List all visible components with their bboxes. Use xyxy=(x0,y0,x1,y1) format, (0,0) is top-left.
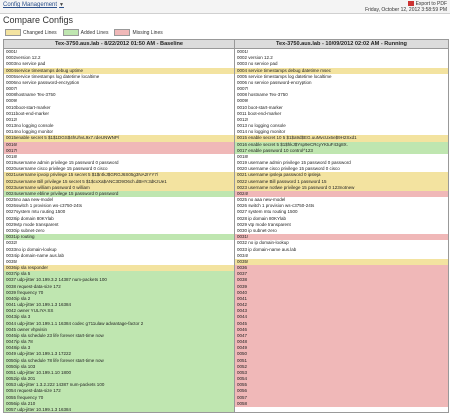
baseline-config-line: 0043ip sla 3 xyxy=(4,314,234,320)
running-config-line: 0036 xyxy=(235,265,448,271)
baseline-config-line: 0030ip subnet-zero xyxy=(4,228,234,234)
chevron-down-icon[interactable]: ▼ xyxy=(59,2,64,8)
running-config-line: 0058 xyxy=(235,401,448,407)
legend-label-missing: Missing Lines xyxy=(132,29,163,36)
running-config-line: 0018! xyxy=(235,154,448,160)
running-config-line: 0054 xyxy=(235,376,448,382)
baseline-config-line: 0008hostname Tex-3750 xyxy=(4,92,234,98)
config-compare-grid xyxy=(3,39,449,413)
baseline-config-line: 0007! xyxy=(4,86,234,92)
baseline-config-line: 0045 owner vhpvisin xyxy=(4,327,234,333)
baseline-config-line: 0021username ipvoip privilege 15 secret 5 $1$r4kJ$GRGJ6S05g3NA2IYY7/ xyxy=(4,172,234,178)
baseline-config-line: 0039 frequency 70 xyxy=(4,290,234,296)
running-config-line: 0034! xyxy=(235,253,448,259)
running-config-line: 0006 no service password-encryption xyxy=(235,80,448,86)
baseline-config-line: 0023username william password 0 william xyxy=(4,185,234,191)
baseline-config-line: 0012! xyxy=(4,117,234,123)
baseline-config-line: 0017! xyxy=(4,148,234,154)
running-config-line: 0056 xyxy=(235,388,448,394)
running-config-line: 0043 xyxy=(235,308,448,314)
running-config-line: 0016 enable secret 5 $1$hkJ$Ysp9eCRcyYKtuF43g8X. xyxy=(235,142,448,148)
running-config-line: 0028 ip domain 80KYlab xyxy=(235,216,448,222)
running-config-line: 0020 username cisco privilege 15 password 0 cisco xyxy=(235,166,448,172)
running-config-line: 0026 switch 1 provision ws-c3750-24ts xyxy=(235,203,448,209)
running-config-line: 0002 version 12.2 xyxy=(235,55,448,61)
running-config-line: 0003 no service pad xyxy=(235,61,448,67)
running-config-line: 0012! xyxy=(235,117,448,123)
legend-swatch-changed xyxy=(5,29,21,36)
baseline-config-line: 0004service timestamps debug uptime xyxy=(4,68,234,74)
running-config-line: 0044 xyxy=(235,314,448,320)
legend xyxy=(5,29,163,36)
baseline-config-line: 0035! xyxy=(4,259,234,265)
running-config-line: 0005 service timestamps log datetime localtime xyxy=(235,74,448,80)
running-config-line: 0037 xyxy=(235,271,448,277)
export-area xyxy=(365,1,447,13)
baseline-config-line: 0029vtp mode transparent xyxy=(4,222,234,228)
baseline-config-line: 0041 udp-jitter 10.199.1.3 16384 xyxy=(4,302,234,308)
baseline-config-line: 0037ip sla 5 xyxy=(4,271,234,277)
running-config-line: 0041 xyxy=(235,296,448,302)
baseline-config-line: 0014no logging monitor xyxy=(4,129,234,135)
legend-label-changed: Changed Lines xyxy=(23,29,57,36)
baseline-config-line: 0049 udp-jitter 10.199.1.3 17222 xyxy=(4,351,234,357)
export-pdf-label[interactable]: Export to PDF xyxy=(415,1,447,7)
baseline-config-line: 0057 udp-jitter 10.199.1.3 16384 xyxy=(4,407,234,413)
baseline-config-line: 0009! xyxy=(4,98,234,104)
legend-swatch-missing xyxy=(114,29,130,36)
baseline-config-line: 0055 frequency 70 xyxy=(4,395,234,401)
baseline-config-line: 0001! xyxy=(4,49,234,55)
running-config-line: 0010 boot-start-marker xyxy=(235,105,448,111)
running-config-line: 0039 xyxy=(235,284,448,290)
running-config-line: 0004 service timestamps debug datetime msec xyxy=(235,68,448,74)
page-title: Compare Configs xyxy=(3,15,74,25)
baseline-config-line: 0019username admin privilege 15 password 0 password xyxy=(4,160,234,166)
running-config-line: 0009! xyxy=(235,98,448,104)
baseline-column-header: Tex-3750.aus.lab - 8/22/2012 01:50 AM - Baseline xyxy=(4,40,234,49)
running-config-line: 0051 xyxy=(235,358,448,364)
baseline-config-line: 0024username ebline privilege 15 password 0 password xyxy=(4,191,234,197)
baseline-config-line: 0015enable secret 5 $1$1DGS$4hUhvL9x7.rdeUNWNP/ xyxy=(4,135,234,141)
running-config-line: 0021 username ipsleja password 0 ipsleja xyxy=(235,172,448,178)
baseline-config-line: 0054 request-data-size 172 xyxy=(4,388,234,394)
top-bar xyxy=(0,0,450,14)
running-config-line: 0019 username admin privilege 15 password 0 password xyxy=(235,160,448,166)
breadcrumb-label[interactable]: Config Management xyxy=(3,2,58,8)
baseline-config-line: 0027system mtu routing 1500 xyxy=(4,209,234,215)
legend-item-missing xyxy=(114,29,162,36)
baseline-config-line: 0050ip sla schedule 78 life forever start-time now xyxy=(4,358,234,364)
baseline-config-line: 0044 udp-jitter 10.199.1.1 16384 codec g711ulaw advantage-factor 2 xyxy=(4,321,234,327)
running-config-line: 0008 hostname Tex-3750 xyxy=(235,92,448,98)
legend-swatch-added xyxy=(63,29,79,36)
baseline-config-line: 0033no ip domain-lookup xyxy=(4,247,234,253)
running-config-line: 0015 enable secret 10 5 $1$a9d$EG.uuMvcUx6e$9H2Sxd1 xyxy=(235,135,448,141)
running-config-line: 0045 xyxy=(235,321,448,327)
baseline-config-line: 0051 udp-jitter 10.199.1.10 1800 xyxy=(4,370,234,376)
baseline-config-line: 0036ip sla responder xyxy=(4,265,234,271)
baseline-config-line: 0052ip sla 201 xyxy=(4,376,234,382)
baseline-config-line: 0042 owner YULIYA SS xyxy=(4,308,234,314)
running-column-header: Tex-3750.aus.lab - 10/09/2012 02:02 AM - Running xyxy=(235,40,448,49)
legend-item-added xyxy=(63,29,109,36)
running-config-line: 0035! xyxy=(235,259,448,265)
running-config-line: 0042 xyxy=(235,302,448,308)
baseline-config-line: 0025no aaa new-model xyxy=(4,197,234,203)
running-config-line: 0057 xyxy=(235,395,448,401)
legend-item-changed xyxy=(5,29,57,36)
running-config-line: 0007! xyxy=(235,86,448,92)
legend-label-added: Added Lines xyxy=(80,29,109,36)
running-config-line: 0025 no aaa new-model xyxy=(235,197,448,203)
baseline-config-line: 0031ip routing xyxy=(4,234,234,240)
baseline-config-line: 0026switch 1 provision ws-c3750-24ts xyxy=(4,203,234,209)
baseline-config-line: 0053 udp-jitter 1.3.2.222 14387 num-packets 100 xyxy=(4,382,234,388)
running-config-line: 0024! xyxy=(235,191,448,197)
running-config-line: 0047 xyxy=(235,333,448,339)
running-config-line: 0055 xyxy=(235,382,448,388)
running-config-line: 0022 username Bill password 1 password 15 xyxy=(235,179,448,185)
baseline-config-line: 0047ip sla 78 xyxy=(4,339,234,345)
baseline-config-line: 0016! xyxy=(4,142,234,148)
running-config-line: 0001! xyxy=(235,49,448,55)
baseline-config-line: 0037 udp-jitter 10.199.3.2 14387 num-packets 100 xyxy=(4,277,234,283)
running-config-line: 0027 system mtu routing 1500 xyxy=(235,209,448,215)
baseline-config-line: 0056ip sla 210 xyxy=(4,401,234,407)
baseline-config-line: 0020username cisco privilege 15 password 0 cisco xyxy=(4,166,234,172)
running-config-line: 0038 xyxy=(235,277,448,283)
export-date: Friday, October 12, 2012 3:58:59 PM xyxy=(365,7,447,13)
baseline-config-line: 0050ip sla 103 xyxy=(4,364,234,370)
baseline-config-line: 0006no service password-encryption xyxy=(4,80,234,86)
baseline-config-line: 0013no logging console xyxy=(4,123,234,129)
running-config-line: 0014 no logging monitor xyxy=(235,129,448,135)
breadcrumb[interactable] xyxy=(3,2,64,8)
running-config-line: 0048 xyxy=(235,339,448,345)
baseline-config-line: 0028ip domain 80KYlab xyxy=(4,216,234,222)
pdf-icon[interactable] xyxy=(408,1,414,6)
running-config-line: 0030 ip subnet-zero xyxy=(235,228,448,234)
running-config-line: 0029 vtp mode transparent xyxy=(235,222,448,228)
baseline-config-line: 0005service timestamps log datetime localtime xyxy=(4,74,234,80)
running-config-line: 0023 username notlwe privilege 15 password 0 123notnew xyxy=(235,185,448,191)
running-config-line: 0017 enable password 10 control^123 xyxy=(235,148,448,154)
baseline-config-line: 0018! xyxy=(4,154,234,160)
running-config-line: 0050 xyxy=(235,351,448,357)
baseline-config-line: 0034ip domain-name aus.lab xyxy=(4,253,234,259)
baseline-config-line: 0022username Bill privilege 15 secret 5 $1$cxXa$ANC3D9O6ch.dBHY.3dKzUe1 xyxy=(4,179,234,185)
baseline-config-line: 0002version 12.2 xyxy=(4,55,234,61)
baseline-config-line: 0011boot-end-marker xyxy=(4,111,234,117)
running-config-line: 0049 xyxy=(235,345,448,351)
baseline-config-line: 0048ip sla 3 xyxy=(4,345,234,351)
running-config-column xyxy=(235,49,448,407)
baseline-config-line: 0046ip sla schedule 23 life forever start-time now xyxy=(4,333,234,339)
running-config-line: 0011 boot-end-marker xyxy=(235,111,448,117)
running-config-line: 0046 xyxy=(235,327,448,333)
running-config-line: 0053 xyxy=(235,370,448,376)
running-config-line: 0033 ip domain-name aus.lab xyxy=(235,247,448,253)
baseline-config-line: 0010boot-start-marker xyxy=(4,105,234,111)
running-config-line: 0032 no ip domain-lookup xyxy=(235,240,448,246)
running-config-line: 0013 no logging console xyxy=(235,123,448,129)
baseline-config-column xyxy=(4,49,234,413)
running-config-line: 0052 xyxy=(235,364,448,370)
baseline-config-line: 0038 request-data-size 172 xyxy=(4,284,234,290)
baseline-config-line: 0040ip sla 2 xyxy=(4,296,234,302)
baseline-config-line: 0003no service pad xyxy=(4,61,234,67)
baseline-config-line: 0032! xyxy=(4,240,234,246)
running-config-line: 0040 xyxy=(235,290,448,296)
running-config-line: 0031! xyxy=(235,234,448,240)
